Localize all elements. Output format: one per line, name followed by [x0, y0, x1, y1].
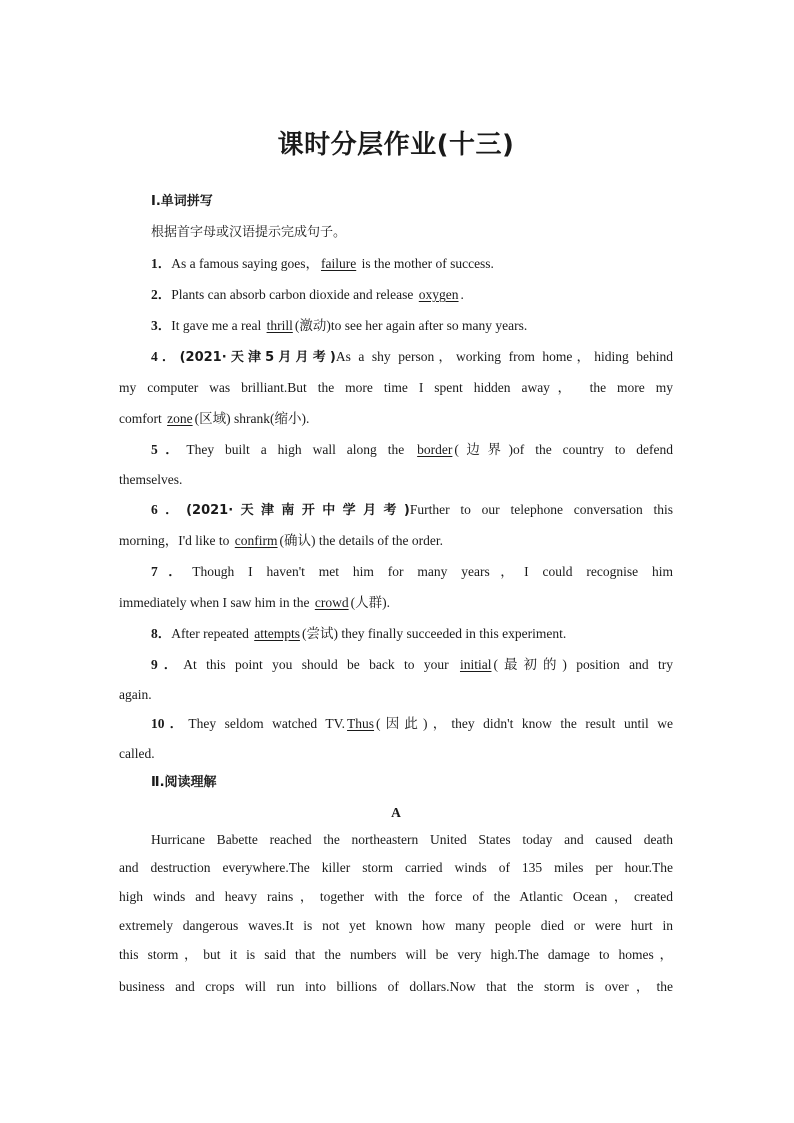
question-8 — [119, 624, 673, 644]
question-1 — [119, 254, 673, 274]
section-heading-reading: Ⅱ.阅读理解 — [151, 775, 217, 790]
answer-blank: zone — [167, 411, 193, 426]
question-5-line-2: themselves. — [119, 472, 183, 487]
question-number: 2． — [151, 287, 172, 302]
question-text: (最初的) position and try — [493, 657, 674, 672]
answer-blank: border — [417, 442, 453, 457]
question-text: (确认) the details of the order. — [279, 533, 443, 548]
question-number: 3． — [151, 318, 172, 333]
question-9 — [119, 655, 673, 675]
answer-blank: thrill — [266, 318, 293, 333]
question-text: (激动)to see her again after so many years. — [294, 318, 528, 333]
passage-label: A — [391, 805, 401, 820]
question-6-line-2 — [119, 531, 673, 551]
question-text: After repeated — [171, 626, 253, 641]
question-10-line-2: called. — [119, 746, 155, 761]
answer-blank: oxygen — [418, 287, 459, 302]
question-5 — [119, 440, 673, 460]
question-number: 9． — [151, 657, 184, 672]
question-text: is the mother of success. — [358, 256, 494, 271]
question-source: (2021·天津南开中学月考) — [186, 503, 410, 518]
question-text: At this point you should be back to your — [183, 657, 458, 672]
question-text: comfort — [119, 411, 166, 426]
question-number: 5． — [151, 442, 187, 457]
section-heading-spelling: Ⅰ.单词拼写 — [151, 194, 213, 209]
question-text: (因此)，they didn't know the result until we — [376, 716, 673, 731]
question-text: morning，I'd like to — [119, 533, 233, 548]
page-title: 课时分层作业(十三) — [277, 130, 515, 160]
answer-blank: initial — [459, 657, 492, 672]
question-7-line-2 — [119, 593, 673, 613]
question-text: They built a high wall along the — [186, 442, 416, 457]
passage-line: Hurricane Babette reached the northeastern United States today and caused death — [151, 832, 673, 847]
question-10 — [119, 714, 673, 734]
instruction-text: 根据首字母或汉语提示完成句子。 — [151, 225, 347, 240]
passage-line: this storm，but it is said that the numbers will be very high.The damage to homes， — [119, 947, 673, 962]
question-text: (尝试) they finally succeeded in this experiment. — [301, 626, 567, 641]
answer-blank: confirm — [234, 533, 278, 548]
question-4-line-2: my computer was brilliant.But the more time I spent hidden away， the more my — [119, 380, 673, 395]
question-text: (边界)of the country to defend — [454, 442, 673, 457]
question-3 — [119, 316, 673, 336]
question-text: (区域) shrank(缩小). — [194, 411, 310, 426]
answer-blank: Thus — [347, 716, 375, 731]
question-text: They seldom watched TV. — [188, 716, 346, 731]
question-text: Though I haven't met him for many years，I could recognise him — [192, 564, 674, 579]
question-text: (人群). — [350, 595, 390, 610]
question-number: 1． — [151, 256, 172, 271]
question-number: 7． — [151, 564, 193, 579]
question-text: As a shy person，working from home，hiding behind — [335, 349, 673, 364]
question-number: 10． — [151, 716, 189, 731]
question-text: Further to our telephone conversation this — [409, 502, 673, 517]
question-2 — [119, 285, 673, 305]
passage-line: extremely dangerous waves.It is not yet known how many people died or were hurt in — [119, 918, 673, 933]
question-source: (2021·天津5月月考) — [179, 350, 336, 365]
question-7 — [119, 562, 673, 582]
question-text: As a famous saying goes， — [171, 256, 319, 271]
passage-line: high winds and heavy rains，together with the force of the Atlantic Ocean，created — [119, 889, 673, 904]
question-text: It gave me a real — [171, 318, 265, 333]
answer-blank: attempts — [254, 626, 300, 641]
question-9-line-2: again. — [119, 687, 152, 702]
question-4-line-3 — [119, 409, 673, 429]
question-6 — [119, 500, 673, 521]
passage-line: and destruction everywhere.The killer storm carried winds of 135 miles per hour.The — [119, 860, 673, 875]
answer-blank: failure — [320, 256, 357, 271]
answer-blank: crowd — [314, 595, 349, 610]
question-text: Plants can absorb carbon dioxide and release — [171, 287, 417, 302]
question-number: 4． — [151, 349, 180, 364]
question-text: . — [460, 287, 464, 302]
question-4 — [119, 347, 673, 368]
question-number: 8． — [151, 626, 172, 641]
question-text: immediately when I saw him in the — [119, 595, 313, 610]
question-number: 6． — [151, 502, 187, 517]
passage-line: business and crops will run into billions of dollars.Now that the storm is over，the — [119, 979, 673, 994]
